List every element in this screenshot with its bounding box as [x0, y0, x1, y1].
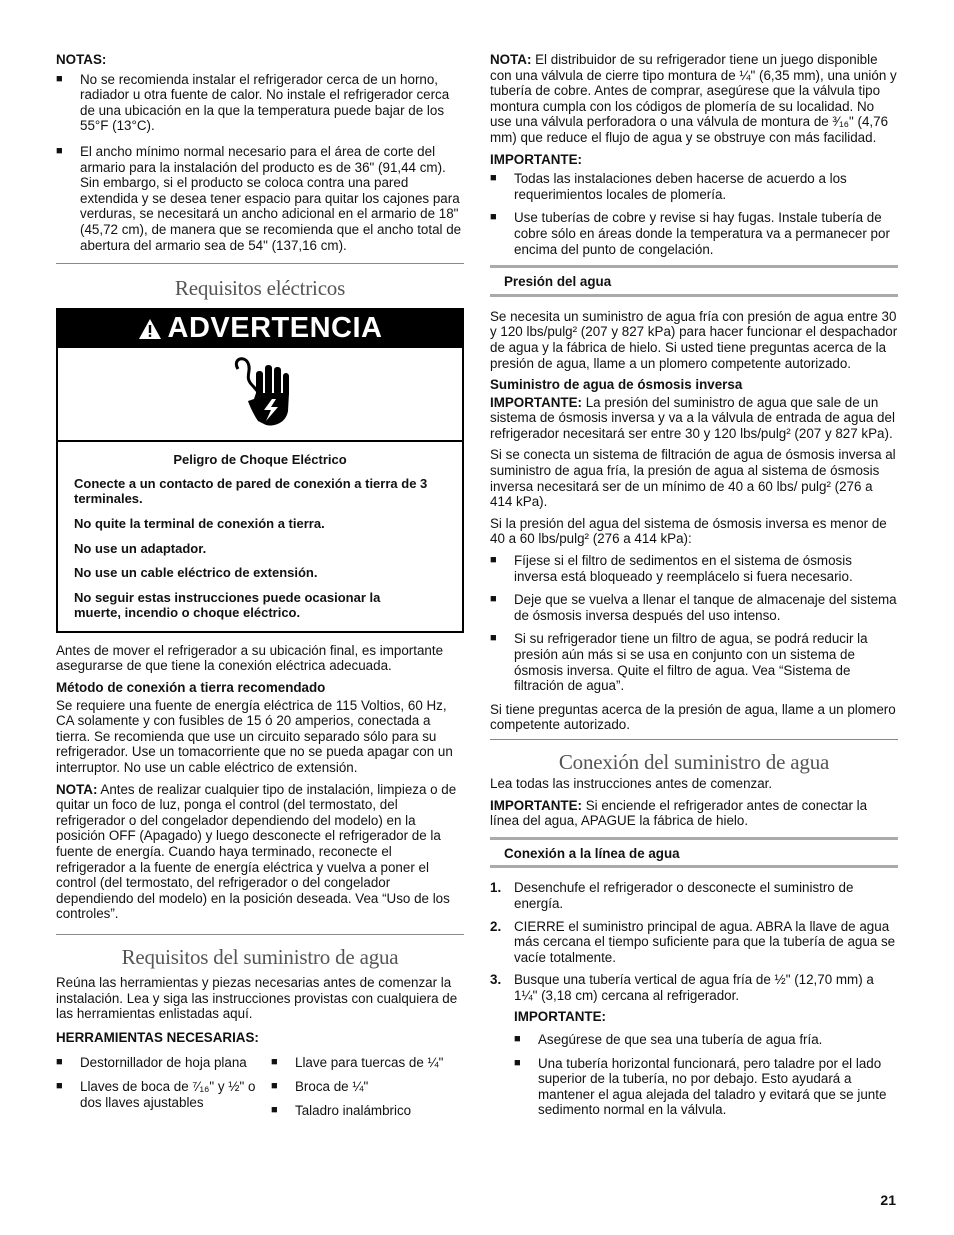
subhead-water-line: Conexión a la línea de agua	[490, 837, 898, 869]
paragraph: Antes de mover el refrigerador a su ubicación final, es importante asegurarse de que tiene la conexión eléctrica adecuada.	[56, 642, 444, 674]
step3-list	[514, 1032, 898, 1118]
subheading: Suministro de agua de ósmosis inversa	[490, 377, 743, 393]
step-item: 1. Desenchufe el refrigerador o desconecte el suministro de energía.	[490, 880, 854, 911]
step-item: 2. CIERRE el suministro principal de agua. ABRA la llave de agua más cercana el tiempo suficiente para que la tubería de agua se vacíe totalmente.	[490, 918, 896, 965]
importante-label: IMPORTANTE:	[514, 1008, 606, 1024]
warning-icon-area	[58, 348, 462, 442]
subheading: Método de conexión a tierra recomendado	[56, 680, 326, 696]
electric-shock-hand-icon	[228, 355, 292, 433]
list-item: ■ El ancho mínimo normal necesario para el área de corte del armario para la instalación del producto es de 36" (91,44 cm). Sin embargo, si el producto se coloca contra una pared extendida y se desea tener espacio para quitar los cajones para verduras, se necesitará un ancho adicional en el armario de 18" (45,72 cm), de manera que se recomienda que el ancho total de abertura del armario sea de 54" (137,16 cm).	[56, 144, 464, 253]
warning-line: No use un adaptador.	[74, 540, 207, 556]
list-item: ■ Llave para tuercas de ¼"	[271, 1055, 464, 1071]
importante-label: IMPORTANTE:	[490, 797, 582, 813]
warning-body	[58, 442, 462, 631]
section-divider	[56, 263, 464, 264]
paragraph	[56, 782, 464, 922]
notas-list	[56, 72, 464, 254]
nota-text: Antes de realizar cualquier tipo de instalación, limpieza o de quitar un foco de luz, ponga el control (del termostato, del refrigerador o del congelador dependiendo del modelo) en la posición OFF (Apagado) y luego desconecte el refrigerador de la fuente de energía. Cuando haya terminado, reconecte el refrigerador a la fuente de energía eléctrica y vuelva a poner el control (del termostato, del refrigerador o del congelador dependiendo del modelo) en la posición deseada. Vea “Uso de los controles”.	[56, 781, 457, 922]
importante-text: Si enciende el refrigerador antes de conectar la línea del agua, APAGUE la fábrica de hielo.	[490, 797, 868, 829]
warning-header	[58, 310, 462, 348]
nota-label: NOTA:	[56, 781, 98, 797]
paragraph	[490, 798, 898, 829]
notas-label: NOTAS:	[56, 52, 107, 67]
paragraph: Lea todas las instrucciones antes de comenzar.	[490, 775, 773, 791]
list-item: ■ Broca de ¼"	[271, 1079, 464, 1095]
list-item: ■ Llaves de boca de ⁷⁄₁₆" y ½" o dos llaves ajustables	[56, 1079, 271, 1110]
warning-line: No quite la terminal de conexión a tierra.	[74, 515, 325, 531]
warning-line: Conecte a un contacto de pared de conexión a tierra de 3 terminales.	[74, 475, 428, 507]
section-title-connection: Conexión del suministro de agua	[558, 749, 830, 774]
list-item: ■ Si su refrigerador tiene un filtro de agua, se podrá reducir la presión aún más si se usa en conjunto con un sistema de ósmosis inversa. Quite el filtro de agua. Vea “Sistema de filtración de agua”.	[490, 631, 898, 693]
paragraph: Si se conecta un sistema de filtración de agua de ósmosis inversa al suministro de agua fría, la presión de agua al sistema de ósmosis inversa necesitará ser de un mínimo de 40 a 60 lbs/ pulg² (276 a 414 kPa).	[490, 447, 896, 510]
section-title-water: Requisitos del suministro de agua	[121, 944, 399, 969]
right-column	[490, 52, 898, 1126]
list-item: ■ Asegúrese de que sea una tubería de agua fría.	[514, 1032, 898, 1048]
subheading: HERRAMIENTAS NECESARIAS:	[56, 1029, 259, 1045]
list-item: ■ Use tuberías de cobre y revise si hay fugas. Instale tubería de cobre sólo en áreas donde la temperatura va a permanecer por encima del punto de congelación.	[490, 210, 898, 257]
list-item: ■ Todas las instalaciones deben hacerse de acuerdo a los requerimientos locales de plomería.	[490, 171, 898, 202]
importante-label: IMPORTANTE:	[490, 151, 582, 167]
page-number: 21	[880, 1192, 896, 1208]
list-item: ■ Fíjese si el filtro de sedimentos en el sistema de ósmosis inversa está bloqueado y reemplácelo si fuera necesario.	[490, 553, 898, 584]
importante-text: La presión del suministro de agua que sale de un sistema de ósmosis inversa y va a la válvula de entrada de agua del refrigerador necesitará ser entre 30 y 120 lbs/pulg² (207 y 827 kPa).	[490, 394, 895, 441]
list-item: ■ Una tubería horizontal funcionará, pero taladre por el lado superior de la tubería, no por debajo. Esto ayudará a mantener el agua alejada del taladro y evitará que se junte sedimento normal en la válvula.	[514, 1056, 898, 1118]
nota-label: NOTA:	[490, 52, 532, 67]
warning-line: No use un cable eléctrico de extensión.	[74, 565, 318, 581]
section-divider	[56, 934, 464, 935]
list-item: ■ Destornillador de hoja plana	[56, 1055, 271, 1071]
paragraph: Se requiere una fuente de energía eléctrica de 115 Voltios, 60 Hz, CA solamente y con fusibles de 15 ó 20 amperios, conectada a tierra. Se recomienda que use un circuito separado sólo para su refrigerador. Use un tomacorriente que no se pueda apagar con un interruptor. No use un cable eléctrico de extensión.	[56, 697, 453, 776]
left-column	[56, 52, 464, 1126]
warning-line: No seguir estas instrucciones puede ocasionar la muerte, incendio o choque eléctrico.	[74, 589, 381, 621]
paragraph	[490, 52, 898, 146]
subhead-pressure: Presión del agua	[490, 265, 898, 297]
section-title-electrical: Requisitos eléctricos	[174, 276, 346, 301]
warning-triangle-icon	[138, 318, 162, 341]
paragraph	[490, 395, 898, 442]
steps-list	[490, 880, 898, 1118]
list-item: ■ Taladro inalámbrico	[271, 1103, 464, 1119]
section-divider	[490, 739, 898, 740]
importante-label: IMPORTANTE:	[490, 394, 582, 410]
list-item: ■ Deje que se vuelva a llenar el tanque de almacenaje del sistema de ósmosis inversa después del uso intenso.	[490, 592, 898, 623]
paragraph: Reúna las herramientas y piezas necesarias antes de comenzar la instalación. Lea y siga las instrucciones provistas con cualquiera de las herramientas enlistadas aquí.	[56, 974, 458, 1022]
paragraph: Si la presión del agua del sistema de ósmosis inversa es menor de 40 a 60 lbs/pulg² (276 a 414 kPa):	[490, 515, 887, 547]
list-item: ■ No se recomienda instalar el refrigerador cerca de un horno, radiador u otra fuente de calor. No instale el refrigerador cerca de una ubicación en la que la temperatura puede bajar de los 55°F (13°C).	[56, 72, 464, 134]
warning-title: ADVERTENCIA	[167, 312, 383, 345]
warning-box	[56, 308, 464, 633]
nota-text: El distribuidor de su refrigerador tiene un juego disponible con una válvula de cierre tipo montura de ¼" (6,35 mm), una unión y tubería de cobre. Antes de comprar, asegúrese que la válvula tipo montura cumpla con los códigos de plomería de su localidad. No use una válvula perforadora o una válvula de montura de ³⁄₁₆" (4,76 mm) que reduce el flujo de agua y se obstruye con más facilidad.	[490, 52, 897, 145]
warning-line: Peligro de Choque Eléctrico	[173, 452, 347, 468]
importante-list	[490, 171, 898, 257]
paragraph: Se necesita un suministro de agua fría con presión de agua entre 30 y 120 lbs/pulg² (207 y 827 kPa) para hacer funcionar el despachador de agua y la fábrica de hielo. Si usted tiene preguntas acerca de la presión de agua, llame a un plomero competente autorizado.	[490, 308, 898, 371]
paragraph: Si tiene preguntas acerca de la presión de agua, llame a un plomero competente autorizado.	[490, 701, 896, 733]
step-item: 3. Busque una tubería vertical de agua fría de ½" (12,70 mm) a 1¼" (3,18 cm) cercana al refrigerador. IMPORTANTE: ■ Asegúrese de que sea una tubería de agua fría. ■ Una tubería horizontal funcionará, pero taladre por el lado superior de la tubería, no por debajo. Esto ayudará a mantener el agua alejada del taladro y evitará que se junte sedimento normal en la válvula.	[490, 972, 898, 1118]
ro-list	[490, 553, 898, 694]
tools-list	[56, 1055, 464, 1126]
